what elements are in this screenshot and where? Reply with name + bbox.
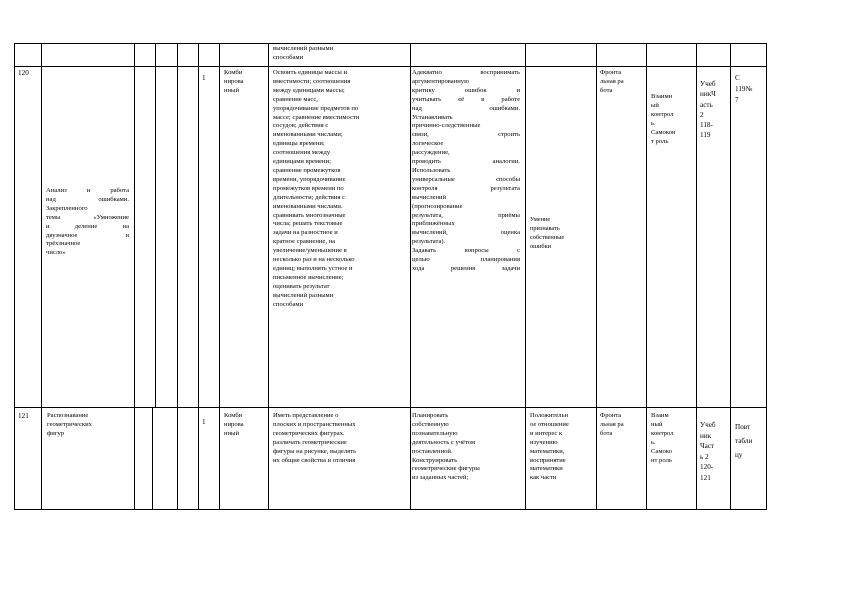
col-border bbox=[268, 43, 269, 510]
table-bottom-border bbox=[14, 509, 766, 510]
col-border bbox=[41, 43, 42, 510]
personal-results: Положительн ое отношение и интерес к изучению математики, воспринятие математики как части bbox=[530, 412, 569, 482]
control-type: Взаим ный контрол ь. Самоко нт роль bbox=[651, 412, 674, 464]
col-border bbox=[155, 43, 156, 407]
lesson-number: 120 bbox=[18, 69, 29, 77]
lesson-type: Комби нирова нный bbox=[224, 412, 244, 437]
row-separator-1 bbox=[14, 66, 766, 67]
col-border bbox=[696, 43, 697, 510]
metasubject-results: Адекватно воспринимать аргументированную критику ошибок и учитывать её в работе над ошибками. Устанавливать причинно-следственные связи, строить логическое рассуждение, проводить аналогии. Использовать универсальные способы контроля результата вычислений (прогнозирование результата, приёмы приближённых вычислений, оценка результата). Задавать вопросы с целью планирования хода решения задачи bbox=[412, 69, 520, 272]
row-separator-2 bbox=[14, 407, 766, 408]
col-border bbox=[596, 43, 597, 510]
textbook-ref: Учеб никЧ асть 2 118- 119 bbox=[700, 80, 716, 140]
textbook-ref: Учеб ник Част ь 2 120- 121 bbox=[700, 421, 716, 482]
homework: С 119№ 7 bbox=[735, 74, 753, 104]
col-border bbox=[198, 43, 199, 510]
lesson-hours: 1 bbox=[202, 74, 206, 82]
work-form: Фронта льная ра бота bbox=[600, 412, 624, 437]
subject-content: Иметь представление о плоских и пространственных геометрических фигурах. различать геометрические фигуры на рисунке, выделять их общие свойства и отличия bbox=[273, 412, 357, 464]
homework: Повт табли цу bbox=[735, 423, 753, 459]
col-border bbox=[410, 43, 411, 510]
col-border bbox=[646, 43, 647, 510]
personal-results: Умение признавать собственные ошибки bbox=[530, 216, 565, 250]
col-border bbox=[14, 43, 15, 510]
lesson-topic: Анализ и работа над ошибками. Закрепленного темы «Умножение и деление на двузначное и трёхзначное число» bbox=[46, 187, 129, 257]
col-border bbox=[177, 43, 178, 510]
lesson-number: 121 bbox=[18, 412, 29, 420]
lesson-type: Комби нирова нный bbox=[224, 69, 244, 94]
col-border bbox=[766, 43, 767, 510]
col-border bbox=[219, 43, 220, 510]
table-top-border bbox=[14, 43, 766, 44]
subject-content: Освоить единицы массы и вместимости; соотношения между единицами массы; сравнение масс, упорядочивание предметов по массе; сравнение вместимости сосудов; действия с именованными числами; единицы времени; соотношения между единицами времени; сравнение промежутков времени, упорядочивание промежутков времени по длительности; действия с именованными числами. сравнивать многозначные числа; решать текстовые задачи на разностное и кратное сравнение, на увеличение/уменьшение в несколько раз и на несколько единиц; выполнять устное и письменное вычисление; оценивать результат вычислений разными способами bbox=[273, 69, 360, 308]
work-form: Фронта льная ра бота bbox=[600, 69, 624, 94]
lesson-hours: 1 bbox=[202, 418, 206, 426]
col-border bbox=[134, 43, 135, 510]
content-continuation: вычислений разными способами bbox=[273, 45, 334, 61]
col-border bbox=[152, 407, 153, 509]
metasubject-results: Планировать собственную познавательную деятельность с учётом поставленной. Конструировать геометрические фигуры из заданных частей; bbox=[412, 412, 480, 482]
col-border bbox=[730, 43, 731, 510]
control-type: Взаимн ый контрол ь. Самокон т роль bbox=[651, 93, 676, 145]
lesson-topic: Распознавание геометрических фигур bbox=[47, 412, 92, 437]
col-border bbox=[525, 43, 526, 510]
